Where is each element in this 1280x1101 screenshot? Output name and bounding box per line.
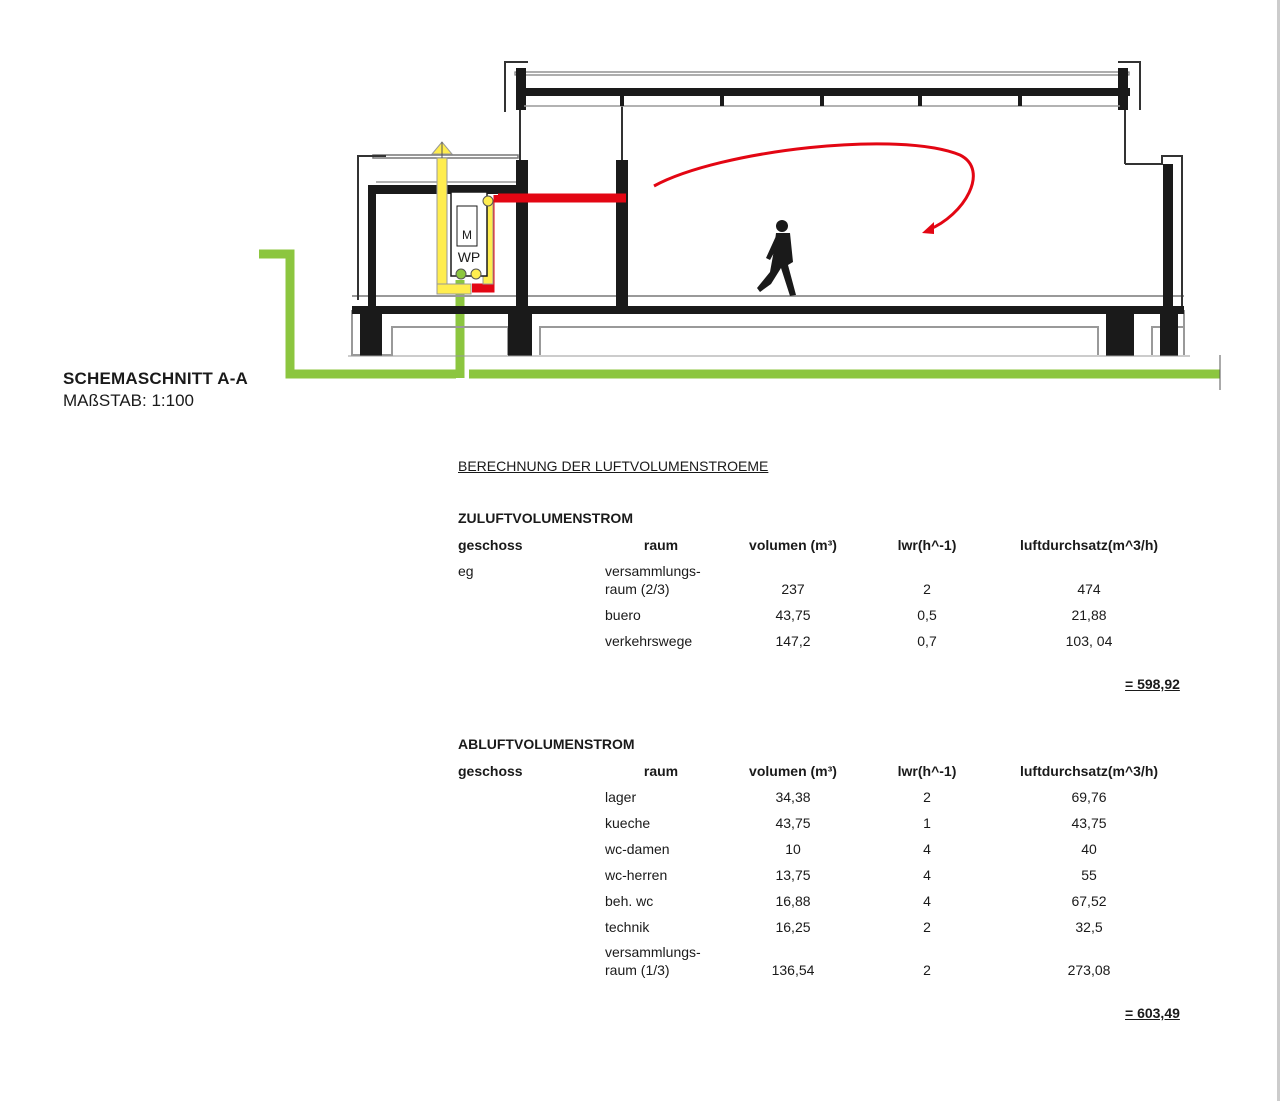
table-cell-durchsatz: 103, 04: [1065, 633, 1113, 649]
table-cell-durchsatz: 474: [1077, 581, 1101, 597]
table-cell-durchsatz: 21,88: [1071, 607, 1107, 623]
table-cell-raum: raum (2/3): [605, 581, 670, 597]
table-cell-durchsatz: 69,76: [1071, 789, 1107, 805]
main-hall: [516, 104, 1173, 306]
table-cell-volumen: 43,75: [775, 815, 811, 831]
ground-heat-pipe: [259, 254, 1220, 378]
table-cell-raum: lager: [605, 789, 637, 805]
zuluft-header-volumen: volumen (m³): [749, 537, 837, 553]
table-cell-raum: buero: [605, 607, 641, 623]
person-figure: [757, 220, 796, 296]
floor-slab: [352, 296, 1184, 314]
table-cell-durchsatz: 40: [1081, 841, 1097, 857]
foundation: [348, 310, 1190, 356]
table-cell-lwr: 2: [923, 919, 931, 935]
abluft-total: = 603,49: [1125, 1005, 1180, 1021]
table-cell-raum: technik: [605, 919, 650, 935]
table-cell-durchsatz: 43,75: [1071, 815, 1107, 831]
zuluft-title: ZULUFTVOLUMENSTROM: [458, 510, 633, 526]
table-cell-lwr: 2: [923, 581, 931, 597]
table-cell-raum: kueche: [605, 815, 651, 831]
table-cell-raum: verkehrswege: [605, 633, 693, 649]
table-cell-lwr: 4: [923, 841, 931, 857]
table-cell-volumen: 136,54: [771, 962, 815, 978]
table-cell-durchsatz: 67,52: [1071, 893, 1107, 909]
abluft-title: ABLUFTVOLUMENSTROM: [458, 736, 635, 752]
heat-pump-unit: [451, 192, 493, 279]
table-cell-raum: versammlungs-: [605, 563, 701, 579]
table-cell-volumen: 10: [785, 841, 801, 857]
table-cell-volumen: 147,2: [775, 633, 811, 649]
airflow-arrow: [654, 144, 973, 230]
section-drawing: [0, 0, 1280, 400]
table-cell-raum: wc-herren: [605, 867, 668, 883]
zuluft-header-durchsatz: luftdurchsatz(m^3/h): [1019, 537, 1159, 553]
table-cell-volumen: 16,88: [775, 893, 811, 909]
unit-label-wp: WP: [457, 249, 481, 265]
table-cell-raum: raum (1/3): [605, 962, 670, 978]
supply-air-duct: [472, 195, 626, 288]
abluft-header-geschoss: geschoss: [458, 763, 523, 779]
table-cell-lwr: 0,7: [917, 633, 937, 649]
table-cell-raum: wc-damen: [605, 841, 670, 857]
table-cell-lwr: 4: [923, 867, 931, 883]
table-cell-raum: versammlungs-: [605, 944, 701, 960]
drawing-title: SCHEMASCHNITT A-A: [63, 369, 249, 388]
calc-heading: BERECHNUNG DER LUFTVOLUMENSTROEME: [458, 458, 769, 474]
drawing-title-block: [63, 369, 248, 411]
table-cell-lwr: 1: [923, 815, 931, 831]
airflow-arrowhead: [922, 222, 934, 234]
table-cell-lwr: 4: [923, 893, 931, 909]
zuluft-header-lwr: lwr(h^-1): [897, 537, 957, 553]
abluft-header-durchsatz: luftdurchsatz(m^3/h): [1019, 763, 1159, 779]
zuluft-geschoss-eg: eg: [458, 563, 474, 579]
zuluft-total: = 598,92: [1125, 676, 1180, 692]
table-cell-volumen: 16,25: [775, 919, 811, 935]
table-cell-lwr: 0,5: [917, 607, 937, 623]
table-cell-durchsatz: 273,08: [1067, 962, 1111, 978]
table-cell-lwr: 2: [923, 789, 931, 805]
table-cell-volumen: 13,75: [775, 867, 811, 883]
table-cell-durchsatz: 55: [1081, 867, 1097, 883]
table-cell-raum: beh. wc: [605, 893, 654, 909]
table-cell-volumen: 34,38: [775, 789, 811, 805]
table-cell-durchsatz: 32,5: [1075, 919, 1103, 935]
drawing-scale: MAßSTAB: 1:100: [63, 391, 195, 410]
abluft-header-volumen: volumen (m³): [749, 763, 837, 779]
abluft-header-lwr: lwr(h^-1): [897, 763, 957, 779]
table-cell-lwr: 2: [923, 962, 931, 978]
table-cell-volumen: 237: [781, 581, 805, 597]
zuluft-header-geschoss: geschoss: [458, 537, 523, 553]
abluft-header-raum: raum: [643, 763, 679, 779]
unit-label-m: M: [462, 228, 472, 242]
table-cell-volumen: 43,75: [775, 607, 811, 623]
zuluft-header-raum: raum: [643, 537, 679, 553]
roof: [505, 62, 1182, 306]
